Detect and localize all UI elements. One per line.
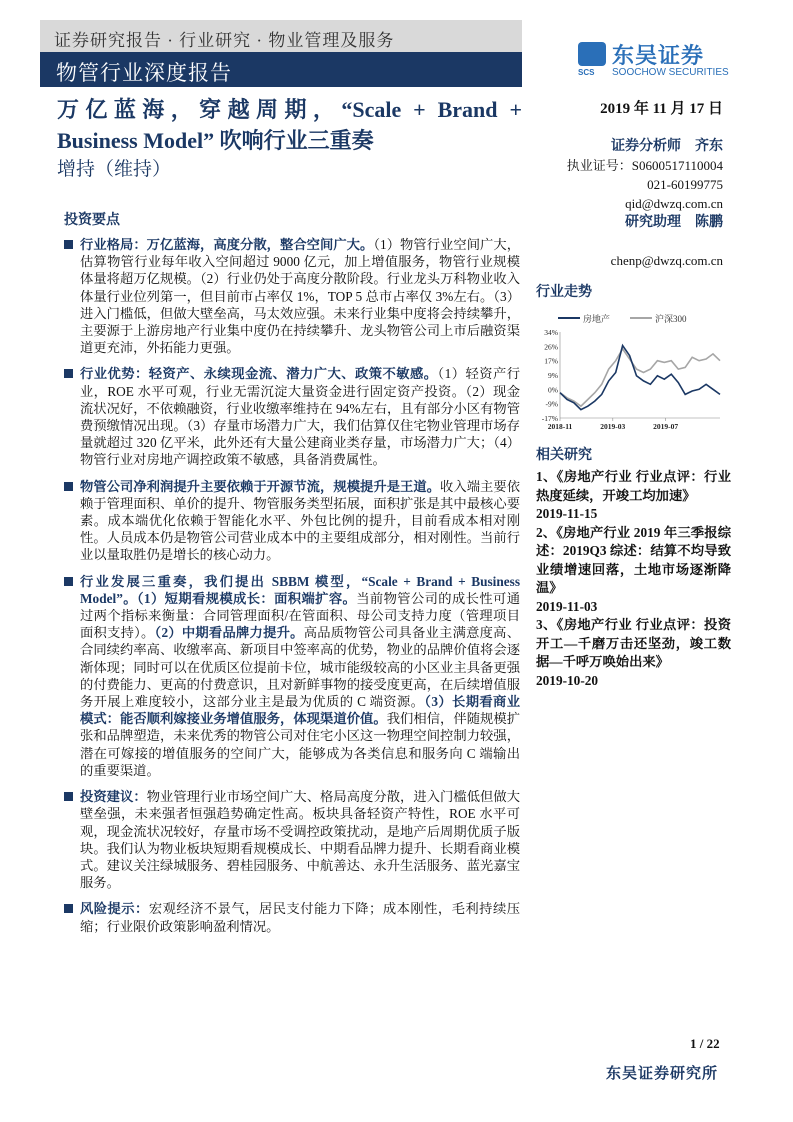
report-type-band [40, 52, 522, 87]
key-point [63, 900, 520, 934]
analyst-name: 证券分析师 齐东 [611, 139, 723, 154]
bullet-square-icon [64, 369, 73, 378]
analyst-info [540, 100, 723, 270]
legend-label: 房地产 [583, 314, 611, 324]
key-point [63, 478, 520, 564]
footer-org: 东吴证券研究所 [606, 1066, 719, 1082]
key-point-text: 当前物管公司的成长性可通过两个指标来衡量：合同管理面积/在管面积、母公司支持力度（管理项目面积支持）。 [80, 590, 520, 641]
license-number: 执业证号：S0600517110004 [566, 158, 723, 173]
bullet-square-icon [64, 482, 73, 491]
key-point-heading: 物管公司净利润提升主要依赖于开源节流，规模提升是王道。 [80, 478, 441, 494]
logo-cn: 东吴证券 [612, 44, 705, 69]
related-report-date: 2019-11-03 [536, 598, 598, 614]
assistant-email[interactable]: chenp@dwzq.com.cn [610, 253, 723, 268]
x-tick-label: 2018-11 [547, 422, 573, 431]
key-point-heading: 行业格局：万亿蓝海，高度分散，整合空间广大。 [80, 237, 374, 252]
logo-mark-icon [578, 42, 606, 66]
bullet-square-icon [64, 792, 73, 801]
key-point-text: 收入端主要依赖于管理面积、单价的提升、物管服务类型拓展，面积扩张是其中最核心要素。成本端优化依赖于智能化水平、外包比例的提升，目前看成本相对刚性。人员成本仍是物管公司营业成本中的主要组成部分，相对刚性。当前行业以量取胜仍是增长的核心动力。 [80, 478, 521, 563]
related-report-title[interactable]: 2、《房地产行业 2019 年三季报综述：2019Q3 综述：结算不均导致业绩增速回落，土地市场逐渐降温》 [536, 524, 731, 595]
analyst-email[interactable]: qid@dwzq.com.cn [625, 196, 723, 211]
logo-abbr: SCS [578, 68, 595, 77]
y-tick-label: -17% [541, 414, 558, 423]
key-point [63, 788, 520, 891]
report-type: 物管行业深度报告 [56, 61, 232, 85]
key-point-heading: 行业发展三重奏，我们提出 SBBM 模型，“Scale + Brand + Business Model”。（1）短期看规模成长：面积端扩容。 [80, 573, 520, 606]
key-point [63, 236, 520, 356]
report-title: 万亿蓝海，穿越周期，“Scale + Brand + Business Model” 吹响行业三重奏 [57, 97, 522, 153]
key-points [63, 236, 520, 944]
y-tick-label: 17% [544, 356, 558, 366]
key-point-text: 宏观经济不景气，居民支付能力下降；成本刚性，毛利持续压缩；行业限价政策影响盈利情况。 [80, 901, 521, 934]
key-point [63, 365, 520, 468]
key-point-heading: （2）中期看品牌力提升。 [154, 625, 304, 641]
x-tick-label: 2019-03 [600, 422, 626, 431]
key-point-text: 高品质物管公司具备业主满意度高、合同续约率高、收缴率高、新项目中签率高的优势，物业的品牌价值将会逐渐体现；同时可以在优质区位提前卡位，城市能级较高的小区业主具备更强的付费能力、更高的付费意识，且对新鲜事物的接受度更高，在后续增值服务开展上难度较小，这部分业主是最为优质的 C 端资源。 [80, 625, 521, 710]
trend-title: 行业走势 [536, 285, 592, 300]
legend-label: 沪深300 [655, 314, 687, 324]
y-tick-label: -9% [545, 399, 558, 409]
key-point-heading: 行业优势：轻资产、永续现金流、潜力广大、政策不敏感。 [80, 366, 438, 382]
key-point-heading: （3）长期看商业模式：能否顺利嫁接业务增值服务，体现渠道价值。 [80, 694, 520, 727]
key-point-heading: 投资建议： [80, 789, 147, 805]
rating: 增持（维持） [57, 159, 172, 180]
key-point [63, 573, 520, 779]
key-point-text: （1）轻资产行业，ROE 水平可观，行业无需沉淀大量资金进行固定资产投资。（2）现金流状况好，不依赖融资，行业收缴率维持在 94%左右，且有部分小区有物管费预缴情况出现。（3）存量市场潜力广大，我们估算仅住宅物业管理市场存量就超过 320 亿平米，此外还有大量公建商业类存量，市场潜力广大；（4）物管行业对房地产调控政策不敏感，具备消费属性。 [80, 366, 520, 468]
phone: 021-60199775 [647, 177, 723, 192]
related-report-title[interactable]: 1、《房地产行业 行业点评：行业热度延续，开竣工均加速》 [536, 469, 731, 503]
report-date: 2019 年 11 月 17 日 [600, 101, 723, 117]
y-tick-label: 26% [544, 342, 558, 352]
bullet-square-icon [64, 240, 73, 249]
related-report-title[interactable]: 3、《房地产行业 行业点评：投资开工—千磨万击还坚劲，竣工数据—千呼万唤始出来》 [536, 617, 731, 669]
bullet-square-icon [64, 904, 73, 913]
x-tick-label: 2019-07 [653, 422, 679, 431]
related-report-date: 2019-11-15 [536, 506, 598, 521]
logo-en: SOOCHOW SECURITIES [612, 67, 729, 78]
y-tick-label: 0% [548, 385, 558, 395]
assistant-name: 研究助理 陈鹏 [625, 215, 723, 230]
industry-trend-chart [530, 310, 730, 440]
key-point-text: （1）物管行业空间广大，估算物管行业每年收入空间超过 9000 亿元，加上增值服务，物管行业规模体量将超万亿规模。（2）行业仍处于高度分散阶段。行业龙头万科物业收入体量行业位列第一，但目前市占率仅 1%，TOP 5 总市占率仅 3%左右。（3）进入门槛低，但做大壁垒高，马太效应强。未来行业集中度将会持续攀升，主要源于上游房地产行业集中度仍在持续攀升、龙头物管公司上市后融资渠道更充沛，外拓能力更强。 [80, 237, 521, 356]
section-title: 投资要点 [64, 213, 120, 228]
bullet-square-icon [64, 577, 73, 586]
key-point-heading: 风险提示： [80, 901, 149, 917]
category-band [40, 20, 522, 52]
related-research-title: 相关研究 [536, 448, 592, 463]
soochow-logo [578, 42, 743, 82]
related-report-date: 2019-10-20 [536, 672, 599, 688]
related-research-list [536, 468, 731, 690]
y-tick-label: 9% [548, 371, 558, 380]
series-line-房地产 [560, 346, 720, 410]
key-point-text: 物业管理行业市场空间广大、格局高度分散，进入门槛低但做大壁垒强，未来强者恒强趋势确定性高。板块具备轻资产特性，ROE 水平可观，现金流状况较好，存量市场不受调控政策扰动，是地产后周期优质子版块。我们认为物业板块短期看规模成长、中期看品牌力提升、长期看商业模式。建议关注绿城服务、碧桂园服务、中航善达、永升生活服务、蓝光嘉宝服务。 [80, 789, 521, 891]
key-point-text: 我们相信，伴随规模扩张和品牌塑造，未来优秀的物管公司对住宅小区这一物理空间控制力较强，潜在可嫁接的增值服务的空间广大，能够成为各类信息和服务向 C 端输出的重要渠道。 [80, 711, 521, 778]
page-number: 1 / 22 [690, 1036, 720, 1051]
report-category: 证券研究报告 · 行业研究 · 物业管理及服务 [54, 31, 395, 50]
y-tick-label: 34% [544, 328, 558, 337]
